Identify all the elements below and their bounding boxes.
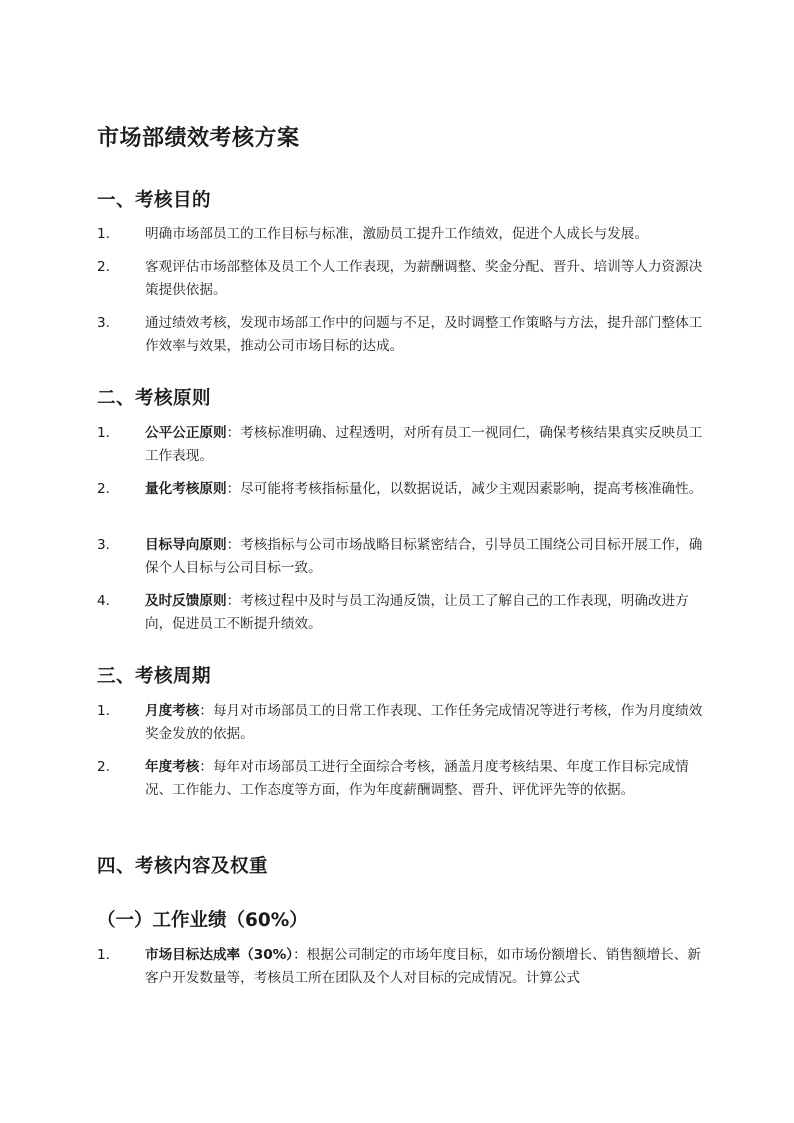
list-number: 1. [97,425,110,441]
list-text [145,756,705,802]
list-body: ：根据公司制定的市场年度目标，如市场份额增长、销售额增长、新客户开发数量等，考核员工所在团队及个人对目标的完成情况。计算公式 [145,947,701,986]
list-number: 2. [97,759,110,775]
list-bold-term: 公平公正原则 [145,425,227,441]
list-text [145,478,705,501]
list-number: 3. [97,315,110,331]
list-body: ：每年对市场部员工进行全面综合考核，涵盖月度考核结果、年度工作目标完成情况、工作能力、工作态度等方面，作为年度薪酬调整、晋升、评优评先等的依据。 [145,759,689,798]
list-body: ：尽可能将考核指标量化，以数据说话，减少主观因素影响，提高考核准确性。 [226,481,703,497]
page-title: 市场部绩效考核方案 [97,126,300,151]
list-bold-term: 年度考核 [145,759,200,775]
list-text [145,534,705,580]
list-body: ：考核标准明确、过程透明，对所有员工一视同仁，确保考核结果真实反映员工工作表现。 [145,425,703,464]
list-bold-term: 及时反馈原则 [145,593,227,609]
section-heading-principles: 二、考核原则 [97,388,212,409]
list-number: 4. [97,593,110,609]
list-bold-term: 量化考核原则 [145,481,227,497]
list-bold-term: 市场目标达成率（30%） [145,947,294,963]
list-body: ：每月对市场部员工的日常工作表现、工作任务完成情况等进行考核，作为月度绩效奖金发放的依据。 [145,703,703,742]
list-number: 3. [97,537,110,553]
list-number: 2. [97,259,110,275]
list-body: 明确市场部员工的工作目标与标准，激励员工提升工作绩效，促进个人成长与发展。 [145,226,648,242]
list-body: ：考核过程中及时与员工沟通反馈，让员工了解自己的工作表现，明确改进方向，促进员工不断提升绩效。 [145,593,689,632]
list-body: 通过绩效考核，发现市场部工作中的问题与不足，及时调整工作策略与方法，提升部门整体工作效率与效果，推动公司市场目标的达成。 [145,315,703,354]
list-text [145,312,705,358]
list-body: 客观评估市场部整体及员工个人工作表现，为薪酬调整、奖金分配、晋升、培训等人力资源决策提供依据。 [145,259,703,298]
section-heading-purpose: 一、考核目的 [97,190,212,211]
list-text [145,700,705,746]
list-number: 1. [97,947,110,963]
list-bold-term: 目标导向原则 [145,537,227,553]
list-text [145,422,705,468]
section-heading-cycle: 三、考核周期 [97,666,212,687]
list-number: 1. [97,703,110,719]
section-heading-content: 四、考核内容及权重 [97,856,269,877]
list-number: 1. [97,226,110,242]
list-number: 2. [97,481,110,497]
list-text [145,256,705,302]
subsection-heading-performance: （一）工作业绩（60%） [97,910,308,931]
list-body: ：考核指标与公司市场战略目标紧密结合，引导员工围绕公司目标开展工作，确保个人目标与公司目标一致。 [145,537,703,576]
list-text [145,944,705,990]
list-text [145,223,705,246]
list-bold-term: 月度考核 [145,703,200,719]
list-text [145,590,705,636]
